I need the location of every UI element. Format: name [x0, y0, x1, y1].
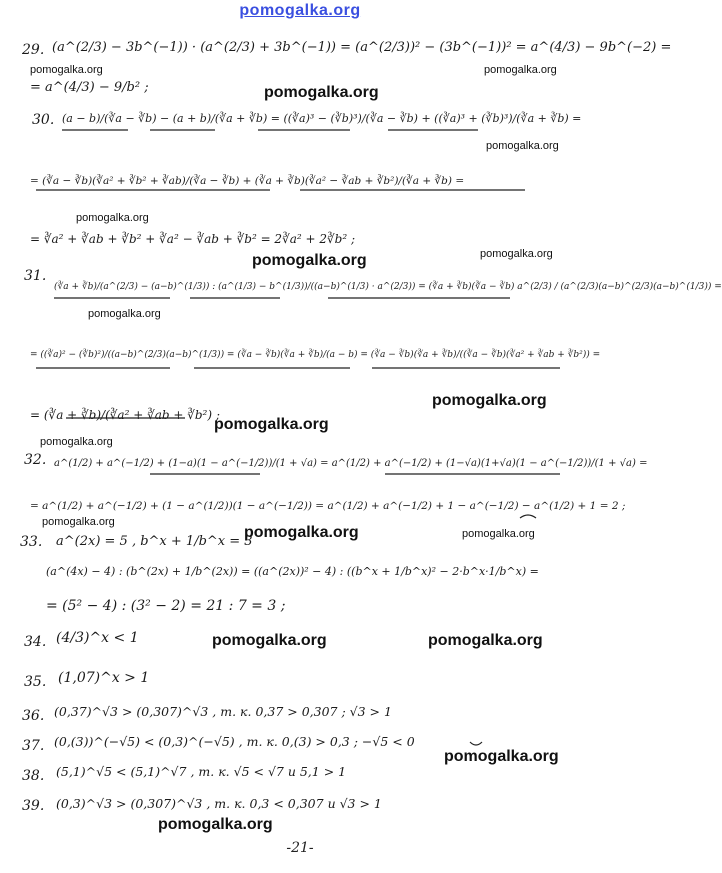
problem-number: 38. — [22, 768, 45, 784]
problem-number: 29. — [22, 42, 45, 58]
problem-number: 31. — [24, 268, 47, 284]
watermark: pomogalka.org — [40, 436, 113, 448]
problem-line: (a^(2/3) − 3b^(−1)) · (a^(2/3) + 3b^(−1)) = (a^(2/3))² − (3b^(−1))² = a^(4/3) − 9b^(−2) = — [52, 40, 672, 55]
problem-number: 35. — [24, 674, 47, 690]
problem-line: = a^(4/3) − 9/b² ; — [30, 80, 149, 95]
problem-line: = (∛a + ∛b)/(∛a² + ∛ab + ∛b²) ; — [30, 408, 220, 422]
problem-line: a^(1/2) + a^(−1/2) + (1−a)(1 − a^(−1/2))/(1 + √a) = a^(1/2) + a^(−1/2) + (1−√a)(1+√a)(1 − a^(−1/2))/(1 + √a) = — [54, 458, 648, 469]
problem-line: (1,07)^x > 1 — [58, 670, 150, 686]
watermark: pomogalka.org — [212, 632, 327, 649]
problem-line: (a − b)/(∛a − ∛b) − (a + b)/(∛a + ∛b) = ((∛a)³ − (∛b)³)/(∛a − ∛b) + ((∛a)³ + (∛b)³)/(∛a + ∛b) = — [62, 112, 582, 125]
watermark: pomogalka.org — [158, 816, 273, 833]
problem-line: (∛a + ∛b)/(a^(2/3) − (a−b)^(1/3)) : (a^(1/3) − b^(1/3))/((a−b)^(1/3) · a^(2/3)) = (∛a + ∛b)(∛a − ∛b) a^(2/3) / (a^(2/3)(a−b)^(2/3)(a−b)^(1/3)) = — [54, 282, 722, 292]
problem-line: (a^(4x) − 4) : (b^(2x) + 1/b^(2x)) = ((a^(2x))² − 4) : ((b^x + 1/b^x)² − 2·b^x·1/b^x) = — [46, 565, 539, 578]
problem-number: 32. — [24, 452, 47, 468]
watermark: pomogalka.org — [462, 528, 535, 540]
problem-line: = a^(1/2) + a^(−1/2) + (1 − a^(1/2))(1 − a^(−1/2)) = a^(1/2) + a^(−1/2) + 1 − a^(−1/2) − a^(1/2) + 1 = 2 ; — [30, 500, 626, 512]
watermark: pomogalka.org — [30, 64, 103, 76]
watermark: pomogalka.org — [484, 64, 557, 76]
page-number: -21- — [286, 840, 314, 856]
watermark: pomogalka.org — [480, 248, 553, 260]
watermark: pomogalka.org — [244, 524, 359, 541]
problem-number: 33. — [20, 534, 43, 550]
problem-number: 30. — [32, 112, 55, 128]
watermark: pomogalka.org — [264, 84, 379, 101]
watermark: pomogalka.org — [214, 416, 329, 433]
problem-number: 37. — [22, 738, 45, 754]
problem-number: 36. — [22, 708, 45, 724]
watermark: pomogalka.org — [42, 516, 115, 528]
watermark: pomogalka.org — [428, 632, 543, 649]
problem-line: (0,37)^√3 > (0,307)^√3 , т. к. 0,37 > 0,307 ; √3 > 1 — [54, 704, 392, 719]
watermark: pomogalka.org — [76, 212, 149, 224]
problem-number: 34. — [24, 634, 47, 650]
problem-line: (0,(3))^(−√5) < (0,3)^(−√5) , т. к. 0,(3) > 0,3 ; −√5 < 0 — [54, 734, 415, 749]
watermark: pomogalka.org — [88, 308, 161, 320]
problem-line: (5,1)^√5 < (5,1)^√7 , т. к. √5 < √7 и 5,1 > 1 — [56, 764, 347, 779]
problem-number: 39. — [22, 798, 45, 814]
problem-line: (4/3)^x < 1 — [56, 630, 139, 646]
watermark: pomogalka.org — [252, 252, 367, 269]
problem-line: = ∛a² + ∛ab + ∛b² + ∛a² − ∛ab + ∛b² = 2∛a² + 2∛b² ; — [30, 232, 355, 246]
problem-line: = (∛a − ∛b)(∛a² + ∛b² + ∛ab)/(∛a − ∛b) + (∛a + ∛b)(∛a² − ∛ab + ∛b²)/(∛a + ∛b) = — [30, 175, 465, 187]
site-header-link[interactable]: pomogalka.org — [239, 2, 361, 19]
problem-line: = (5² − 4) : (3² − 2) = 21 : 7 = 3 ; — [46, 598, 286, 614]
problem-line: (0,3)^√3 > (0,307)^√3 , т. к. 0,3 < 0,307 и √3 > 1 — [56, 796, 382, 811]
watermark: pomogalka.org — [444, 748, 559, 765]
problem-line: = ((∛a)² − (∛b)²)/((a−b)^(2/3)(a−b)^(1/3)) = (∛a − ∛b)(∛a + ∛b)/(a − b) = (∛a − ∛b)(∛a + ∛b)/((∛a − ∛b)(∛a² + ∛ab + ∛b²)) = — [30, 350, 601, 360]
problem-line: a^(2x) = 5 , b^x + 1/b^x = 3 — [56, 534, 253, 549]
watermark: pomogalka.org — [486, 140, 559, 152]
watermark: pomogalka.org — [432, 392, 547, 409]
